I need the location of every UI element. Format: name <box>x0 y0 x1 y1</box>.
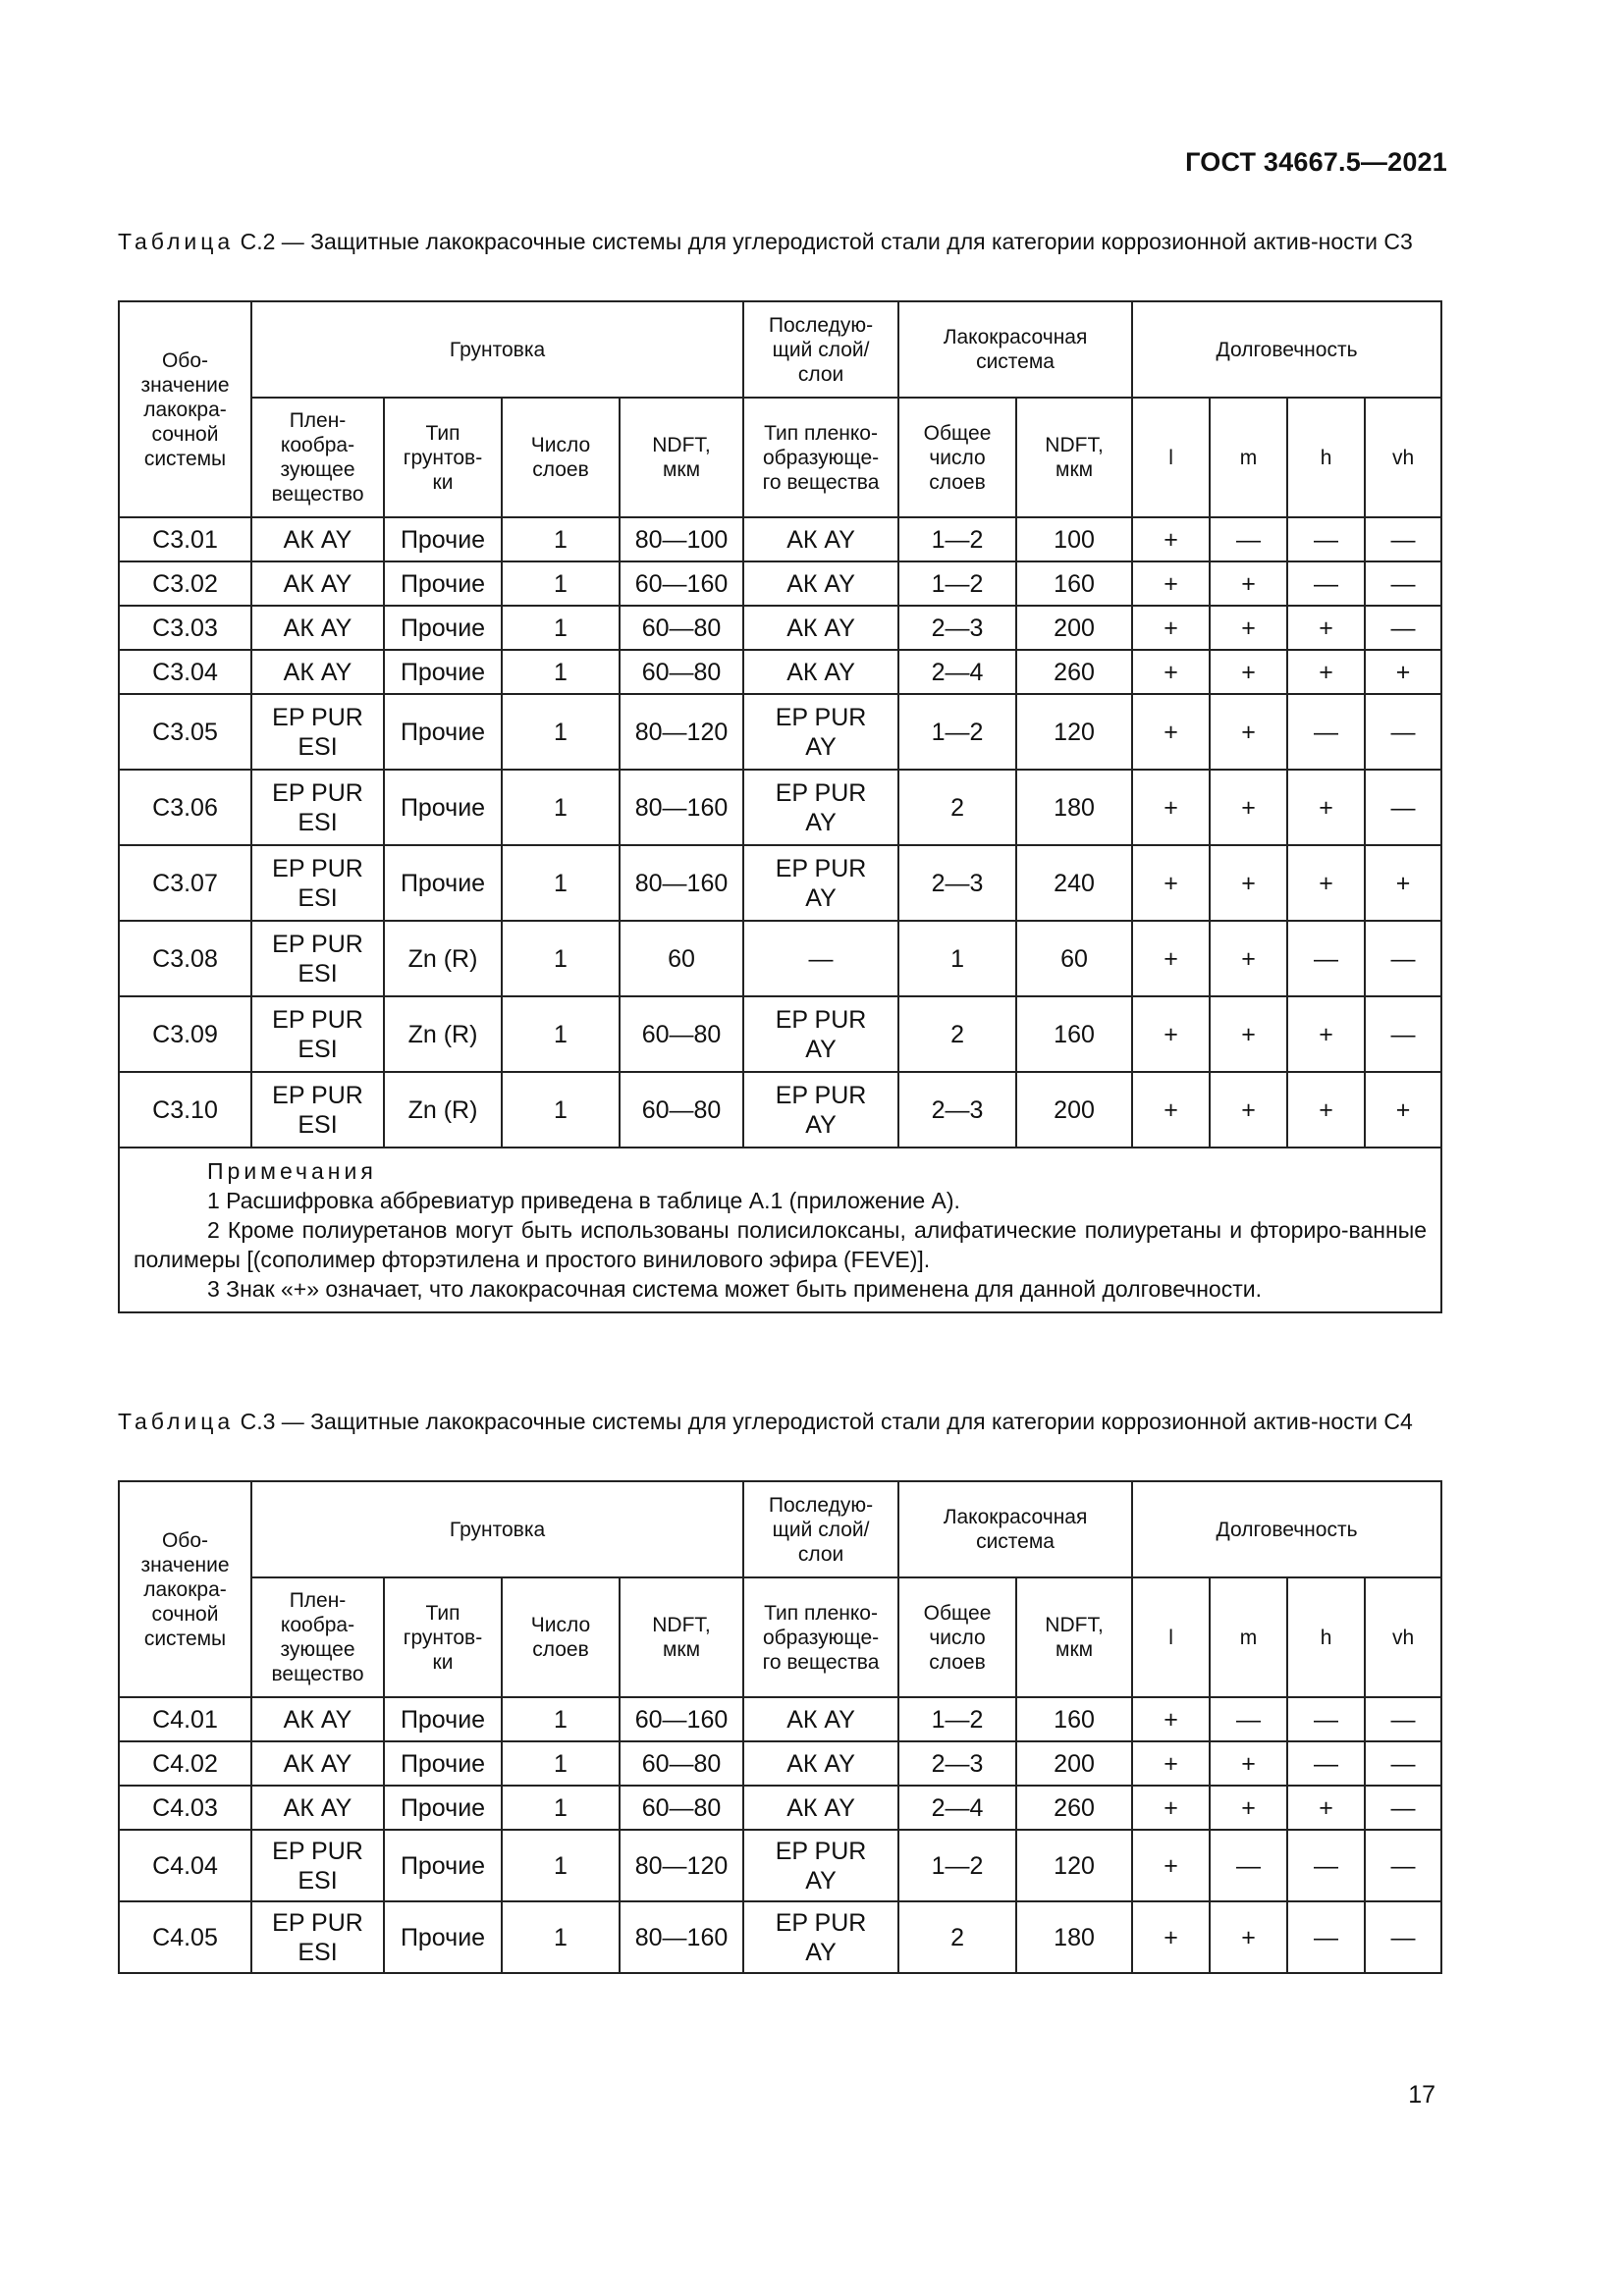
cell-layers: 1 <box>502 1741 620 1786</box>
cell-designation: С3.08 <box>119 921 251 996</box>
table-c2-notes <box>119 1148 1441 1312</box>
col-system-ndft-header: NDFT, мкм <box>1016 1577 1132 1697</box>
cell-layers: 1 <box>502 650 620 694</box>
cell-durability-l: + <box>1132 561 1210 606</box>
cell-layers: 1 <box>502 1072 620 1148</box>
cell-durability-h: — <box>1287 1697 1365 1741</box>
cell-ndft: 60—80 <box>620 650 743 694</box>
col-film-former-header: Плен- кообра- зующее вещество <box>251 398 384 517</box>
cell-durability-l: + <box>1132 1697 1210 1741</box>
cell-designation: С3.02 <box>119 561 251 606</box>
cell-durability-vh: — <box>1365 921 1441 996</box>
cell-film-former-type: EP PUR AY <box>743 1830 898 1901</box>
cell-system-ndft: 160 <box>1016 996 1132 1072</box>
cell-system-ndft: 200 <box>1016 606 1132 650</box>
col-primer-header: Грунтовка <box>251 301 743 398</box>
col-designation-header: Обо- значение лакокра- сочной системы <box>119 1481 251 1697</box>
col-designation-header: Обо- значение лакокра- сочной системы <box>119 301 251 517</box>
cell-film-former-type: EP PUR AY <box>743 694 898 770</box>
cell-ndft: 60—80 <box>620 996 743 1072</box>
col-durability-m-header: m <box>1210 398 1287 517</box>
cell-total-layers: 2—4 <box>898 1786 1016 1830</box>
cell-durability-h: — <box>1287 517 1365 561</box>
cell-durability-h: — <box>1287 694 1365 770</box>
cell-primer-type: Прочие <box>384 1830 502 1901</box>
cell-ndft: 80—120 <box>620 694 743 770</box>
cell-layers: 1 <box>502 561 620 606</box>
cell-durability-vh: — <box>1365 1901 1441 1973</box>
cell-primer-type: Zn (R) <box>384 1072 502 1148</box>
cell-durability-vh: — <box>1365 1830 1441 1901</box>
cell-ndft: 60—80 <box>620 1741 743 1786</box>
cell-durability-m: + <box>1210 561 1287 606</box>
cell-film-former-type: АК AY <box>743 1741 898 1786</box>
col-durability-l-header: l <box>1132 1577 1210 1697</box>
col-layers-header: Число слоев <box>502 1577 620 1697</box>
cell-total-layers: 2—3 <box>898 1072 1016 1148</box>
cell-durability-vh: — <box>1365 770 1441 845</box>
cell-film-former-type: АК AY <box>743 561 898 606</box>
cell-film-former: EP PUR ESI <box>251 1901 384 1973</box>
cell-total-layers: 2 <box>898 996 1016 1072</box>
cell-system-ndft: 60 <box>1016 921 1132 996</box>
cell-layers: 1 <box>502 921 620 996</box>
cell-designation: С3.10 <box>119 1072 251 1148</box>
col-layers-header: Число слоев <box>502 398 620 517</box>
col-primer-type-header: Тип грунтов- ки <box>384 1577 502 1697</box>
table-c3-caption <box>118 1406 1438 1437</box>
cell-designation: С3.07 <box>119 845 251 921</box>
cell-film-former: АК AY <box>251 517 384 561</box>
cell-ndft: 80—120 <box>620 1830 743 1901</box>
cell-durability-vh: — <box>1365 1786 1441 1830</box>
cell-film-former: АК AY <box>251 1697 384 1741</box>
cell-total-layers: 2—3 <box>898 1741 1016 1786</box>
col-ndft-header: NDFT, мкм <box>620 1577 743 1697</box>
cell-designation: С3.09 <box>119 996 251 1072</box>
cell-durability-l: + <box>1132 650 1210 694</box>
cell-film-former-type: АК AY <box>743 517 898 561</box>
cell-durability-h: + <box>1287 845 1365 921</box>
cell-film-former: EP PUR ESI <box>251 770 384 845</box>
cell-primer-type: Прочие <box>384 694 502 770</box>
cell-film-former-type: АК AY <box>743 650 898 694</box>
table-row <box>119 1697 1441 1741</box>
cell-system-ndft: 240 <box>1016 845 1132 921</box>
cell-designation: С4.04 <box>119 1830 251 1901</box>
cell-durability-h: + <box>1287 1786 1365 1830</box>
cell-durability-l: + <box>1132 1830 1210 1901</box>
cell-layers: 1 <box>502 996 620 1072</box>
cell-total-layers: 2—4 <box>898 650 1016 694</box>
cell-system-ndft: 120 <box>1016 1830 1132 1901</box>
col-film-former-type-header: Тип пленко- образующе- го вещества <box>743 398 898 517</box>
col-ndft-header: NDFT, мкм <box>620 398 743 517</box>
cell-durability-m: + <box>1210 1901 1287 1973</box>
cell-designation: С3.06 <box>119 770 251 845</box>
cell-film-former: АК AY <box>251 1786 384 1830</box>
cell-durability-vh: — <box>1365 1697 1441 1741</box>
table-row <box>119 606 1441 650</box>
table-row <box>119 517 1441 561</box>
cell-durability-h: — <box>1287 561 1365 606</box>
cell-designation: С4.01 <box>119 1697 251 1741</box>
cell-layers: 1 <box>502 1786 620 1830</box>
cell-system-ndft: 200 <box>1016 1741 1132 1786</box>
cell-primer-type: Прочие <box>384 561 502 606</box>
cell-layers: 1 <box>502 1830 620 1901</box>
cell-primer-type: Прочие <box>384 517 502 561</box>
table-c3-caption-text: С.3 — Защитные лакокрасочные системы для углеродистой стали для категории коррозионной актив-ности С4 <box>234 1409 1413 1434</box>
cell-primer-type: Прочие <box>384 845 502 921</box>
cell-durability-l: + <box>1132 1741 1210 1786</box>
cell-system-ndft: 260 <box>1016 650 1132 694</box>
table-row <box>119 770 1441 845</box>
cell-system-ndft: 200 <box>1016 1072 1132 1148</box>
table-row <box>119 996 1441 1072</box>
note-2: 2 Кроме полиуретанов могут быть использованы полисилоксаны, алифатические полиуретаны и фториро-ванные полимеры [(сополимер фторэтилена и простого винилового эфира (FEVE)]. <box>134 1217 1428 1272</box>
cell-designation: С3.04 <box>119 650 251 694</box>
cell-designation: С4.05 <box>119 1901 251 1973</box>
cell-layers: 1 <box>502 606 620 650</box>
cell-durability-vh: — <box>1365 561 1441 606</box>
cell-layers: 1 <box>502 770 620 845</box>
cell-system-ndft: 160 <box>1016 1697 1132 1741</box>
table-c2-caption-text: С.2 — Защитные лакокрасочные системы для углеродистой стали для категории коррозионной актив-ности С3 <box>234 229 1413 254</box>
cell-total-layers: 2—3 <box>898 606 1016 650</box>
cell-primer-type: Прочие <box>384 1786 502 1830</box>
cell-durability-l: + <box>1132 517 1210 561</box>
table-row <box>119 1901 1441 1973</box>
cell-film-former-type: АК AY <box>743 1697 898 1741</box>
table-row <box>119 921 1441 996</box>
cell-durability-m: + <box>1210 1786 1287 1830</box>
table-row <box>119 561 1441 606</box>
cell-primer-type: Прочие <box>384 650 502 694</box>
cell-film-former: EP PUR ESI <box>251 996 384 1072</box>
cell-film-former: EP PUR ESI <box>251 921 384 996</box>
col-primer-type-header: Тип грунтов- ки <box>384 398 502 517</box>
cell-durability-vh: + <box>1365 650 1441 694</box>
cell-layers: 1 <box>502 694 620 770</box>
cell-total-layers: 1—2 <box>898 1830 1016 1901</box>
cell-durability-vh: — <box>1365 1741 1441 1786</box>
table-c2 <box>118 300 1442 1313</box>
cell-durability-m: — <box>1210 1697 1287 1741</box>
cell-durability-vh: + <box>1365 845 1441 921</box>
note-1: 1 Расшифровка аббревиатур приведена в таблице А.1 (приложение А). <box>207 1188 960 1213</box>
cell-durability-h: + <box>1287 606 1365 650</box>
cell-primer-type: Прочие <box>384 1741 502 1786</box>
col-durability-header: Долговечность <box>1132 301 1441 398</box>
cell-ndft: 60—160 <box>620 561 743 606</box>
notes-title: Примечания <box>207 1158 377 1184</box>
cell-designation: С4.03 <box>119 1786 251 1830</box>
cell-ndft: 60—80 <box>620 1786 743 1830</box>
note-3: 3 Знак «+» означает, что лакокрасочная система может быть применена для данной долговечности. <box>207 1276 1262 1302</box>
cell-film-former: АК AY <box>251 561 384 606</box>
cell-system-ndft: 120 <box>1016 694 1132 770</box>
cell-ndft: 80—160 <box>620 845 743 921</box>
cell-durability-l: + <box>1132 694 1210 770</box>
cell-film-former-type: EP PUR AY <box>743 1072 898 1148</box>
cell-durability-l: + <box>1132 1786 1210 1830</box>
col-next-layer-header: Последую- щий слой/ слои <box>743 1481 898 1577</box>
cell-total-layers: 1 <box>898 921 1016 996</box>
cell-film-former-type: — <box>743 921 898 996</box>
cell-durability-m: — <box>1210 517 1287 561</box>
cell-ndft: 80—160 <box>620 1901 743 1973</box>
table-c2-caption <box>118 226 1438 257</box>
cell-durability-h: + <box>1287 996 1365 1072</box>
cell-durability-m: + <box>1210 1741 1287 1786</box>
col-durability-h-header: h <box>1287 398 1365 517</box>
cell-film-former: АК AY <box>251 650 384 694</box>
cell-system-ndft: 180 <box>1016 770 1132 845</box>
cell-primer-type: Прочие <box>384 1901 502 1973</box>
cell-layers: 1 <box>502 517 620 561</box>
cell-durability-l: + <box>1132 1901 1210 1973</box>
cell-durability-vh: — <box>1365 606 1441 650</box>
cell-durability-m: + <box>1210 845 1287 921</box>
cell-ndft: 60 <box>620 921 743 996</box>
cell-durability-l: + <box>1132 996 1210 1072</box>
cell-total-layers: 2—3 <box>898 845 1016 921</box>
table-row <box>119 694 1441 770</box>
cell-ndft: 60—80 <box>620 1072 743 1148</box>
cell-durability-m: + <box>1210 606 1287 650</box>
cell-system-ndft: 160 <box>1016 561 1132 606</box>
col-durability-vh-header: vh <box>1365 398 1441 517</box>
cell-durability-m: + <box>1210 650 1287 694</box>
col-paint-system-header: Лакокрасочная система <box>898 1481 1132 1577</box>
cell-film-former: EP PUR ESI <box>251 1830 384 1901</box>
cell-film-former: АК AY <box>251 606 384 650</box>
cell-total-layers: 1—2 <box>898 561 1016 606</box>
cell-ndft: 60—80 <box>620 606 743 650</box>
document-code: ГОСТ 34667.5—2021 <box>1185 147 1447 177</box>
cell-ndft: 60—160 <box>620 1697 743 1741</box>
col-next-layer-header: Последую- щий слой/ слои <box>743 301 898 398</box>
col-paint-system-header: Лакокрасочная система <box>898 301 1132 398</box>
cell-film-former: АК AY <box>251 1741 384 1786</box>
cell-total-layers: 1—2 <box>898 1697 1016 1741</box>
cell-durability-m: + <box>1210 921 1287 996</box>
cell-durability-h: — <box>1287 1901 1365 1973</box>
cell-film-former: EP PUR ESI <box>251 694 384 770</box>
cell-durability-vh: — <box>1365 996 1441 1072</box>
table-row <box>119 1830 1441 1901</box>
table-row <box>119 1072 1441 1148</box>
cell-total-layers: 1—2 <box>898 694 1016 770</box>
cell-layers: 1 <box>502 1901 620 1973</box>
col-durability-vh-header: vh <box>1365 1577 1441 1697</box>
cell-durability-m: + <box>1210 770 1287 845</box>
cell-durability-m: + <box>1210 996 1287 1072</box>
cell-durability-h: + <box>1287 1072 1365 1148</box>
cell-durability-vh: — <box>1365 694 1441 770</box>
col-total-layers-header: Общее число слоев <box>898 398 1016 517</box>
cell-total-layers: 1—2 <box>898 517 1016 561</box>
table-c3-caption-label: Таблица <box>118 1409 235 1434</box>
cell-durability-h: — <box>1287 1830 1365 1901</box>
cell-durability-m: — <box>1210 1830 1287 1901</box>
cell-durability-h: — <box>1287 1741 1365 1786</box>
cell-total-layers: 2 <box>898 1901 1016 1973</box>
cell-durability-h: + <box>1287 770 1365 845</box>
cell-film-former: EP PUR ESI <box>251 1072 384 1148</box>
table-row <box>119 1741 1441 1786</box>
cell-primer-type: Прочие <box>384 1697 502 1741</box>
cell-durability-vh: — <box>1365 517 1441 561</box>
cell-primer-type: Прочие <box>384 606 502 650</box>
col-film-former-header: Плен- кообра- зующее вещество <box>251 1577 384 1697</box>
cell-designation: С3.05 <box>119 694 251 770</box>
cell-designation: С3.01 <box>119 517 251 561</box>
col-durability-h-header: h <box>1287 1577 1365 1697</box>
cell-film-former-type: EP PUR AY <box>743 845 898 921</box>
cell-film-former: EP PUR ESI <box>251 845 384 921</box>
page-number: 17 <box>1408 2081 1435 2109</box>
cell-ndft: 80—160 <box>620 770 743 845</box>
cell-durability-l: + <box>1132 845 1210 921</box>
cell-durability-vh: + <box>1365 1072 1441 1148</box>
cell-system-ndft: 260 <box>1016 1786 1132 1830</box>
cell-durability-h: + <box>1287 650 1365 694</box>
col-primer-header: Грунтовка <box>251 1481 743 1577</box>
cell-system-ndft: 180 <box>1016 1901 1132 1973</box>
cell-durability-l: + <box>1132 606 1210 650</box>
cell-primer-type: Zn (R) <box>384 996 502 1072</box>
cell-film-former-type: EP PUR AY <box>743 996 898 1072</box>
cell-durability-l: + <box>1132 921 1210 996</box>
cell-durability-l: + <box>1132 770 1210 845</box>
table-c2-caption-label: Таблица <box>118 229 235 254</box>
cell-designation: С3.03 <box>119 606 251 650</box>
cell-primer-type: Zn (R) <box>384 921 502 996</box>
col-durability-l-header: l <box>1132 398 1210 517</box>
cell-durability-l: + <box>1132 1072 1210 1148</box>
cell-layers: 1 <box>502 845 620 921</box>
col-durability-m-header: m <box>1210 1577 1287 1697</box>
col-system-ndft-header: NDFT, мкм <box>1016 398 1132 517</box>
cell-ndft: 80—100 <box>620 517 743 561</box>
col-film-former-type-header: Тип пленко- образующе- го вещества <box>743 1577 898 1697</box>
cell-total-layers: 2 <box>898 770 1016 845</box>
table-row <box>119 845 1441 921</box>
cell-film-former-type: АК AY <box>743 1786 898 1830</box>
cell-primer-type: Прочие <box>384 770 502 845</box>
cell-film-former-type: EP PUR AY <box>743 770 898 845</box>
table-c3 <box>118 1480 1442 1974</box>
cell-system-ndft: 100 <box>1016 517 1132 561</box>
col-durability-header: Долговечность <box>1132 1481 1441 1577</box>
cell-film-former-type: АК AY <box>743 606 898 650</box>
table-row <box>119 650 1441 694</box>
table-row <box>119 1786 1441 1830</box>
cell-durability-m: + <box>1210 694 1287 770</box>
cell-durability-m: + <box>1210 1072 1287 1148</box>
cell-designation: С4.02 <box>119 1741 251 1786</box>
col-total-layers-header: Общее число слоев <box>898 1577 1016 1697</box>
cell-durability-h: — <box>1287 921 1365 996</box>
cell-film-former-type: EP PUR AY <box>743 1901 898 1973</box>
cell-layers: 1 <box>502 1697 620 1741</box>
